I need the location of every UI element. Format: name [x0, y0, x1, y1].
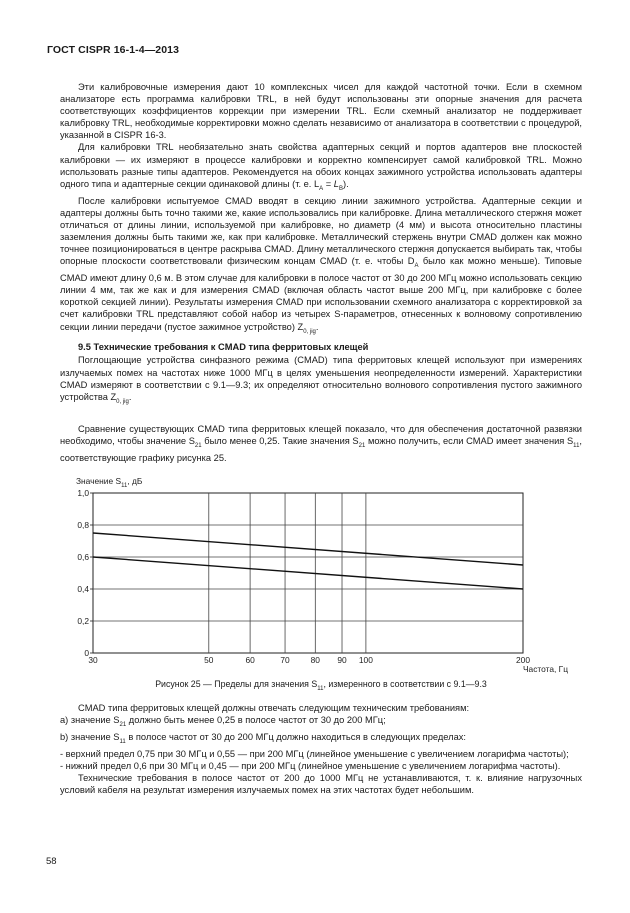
page-number: 58: [46, 856, 57, 867]
x-tick-label: 200: [516, 655, 530, 665]
x-tick-label: 90: [337, 655, 347, 665]
body-text-comparison: [60, 423, 582, 464]
x-axis-label: Частота, Гц: [522, 664, 568, 674]
y-tick-label: 0,8: [77, 520, 89, 530]
chart-series: [93, 533, 523, 589]
s11-limits-chart: [68, 476, 628, 686]
paragraph-section-intro: Поглощающие устройства синфазного режима (CMAD) типа ферритовых клещей используют при измерениях излучаемых помех на частотах ниже 1000 МГц в целях уменьшения неопределенности измерений. Характеристики CMAD измеряют в соответствии с 9.1—9.3; их определяют относительно волнового сопротивления пустого зажимного устройства $Z_{0, jig}$.: [60, 355, 582, 405]
requirement-lower-limit: - нижний предел 0,6 при 30 МГц и 0,45 — при 200 МГц (линейное уменьшение с увеличением логарифма частоты).: [60, 761, 561, 772]
y-tick-label: 0: [84, 648, 89, 658]
x-tick-label: 30: [88, 655, 98, 665]
requirement-a: а) значение $S_{21}$ должно быть менее 0,25 в полосе частот от 30 до 200 МГц;: [60, 715, 386, 728]
y-tick-label: 0,6: [77, 552, 89, 562]
y-axis-label: Значение $S_{11}$, дБ: [76, 476, 143, 489]
y-tick-label: 0,4: [77, 584, 89, 594]
paragraph-final: Технические требования в полосе частот от 200 до 1000 МГц не устанавливаются, т. к. влияние нагрузочных условий кабеля на результат измерения излучаемых помех на этих частотах будет небольшим.: [60, 773, 582, 796]
paragraph-cmad-insert: После калибровки испытуемое CMAD вводят в секцию линии зажимного устройства. Адаптерные секции и адаптеры должны быть точно такими же, какие использовались при калибровке. Длина металлического стержня может отличаться от длины линии, используемой при калибровке, но диаметр (4 мм) и высота относительно пластины заземления должны быть такими же, как при калибровке. Металлический стержень внутри CMAD должен как можно точнее позиционироваться в центре раскрыва CMAD. Длину металлического стержня допускается выбирать так, чтобы опорные плоскости соответствовали физическим концам CMAD (т. е. чтобы $D_A$ было как можно меньше). Типовые CMAD имеют длину 0,6 м. В этом случае для калибровки в полосе частот от 30 до 200 МГц можно использовать секцию линии 4 мм, так же как и для измерения CMAD (включая область частот выше 200 МГц, при калибровке с более короткой секцией линии). Результаты измерения CMAD при использовании схемного анализатора с корректировкой за счет калибровки TRL представляют собой набор из четырех S-параметров, отнесенных к волновому сопротивлению секции линии передачи (пустое зажимное устройство) $Z_{0, jig}$.: [60, 195, 582, 335]
y-tick-label: 1,0: [77, 488, 89, 498]
body-text-top: [60, 81, 582, 408]
x-tick-label: 50: [204, 655, 214, 665]
section-heading: 9.5 Технические требования к CMAD типа ферритовых клещей: [78, 342, 369, 353]
figure-caption: Рисунок 25 — Пределы для значения $S_{11}$, измеренного в соответствии с 9.1—9.3: [155, 679, 487, 692]
paragraph-calibration: Эти калибровочные измерения дают 10 комплексных чисел для каждой частотной точки. Если в схемном анализаторе есть программа калибровки TRL, в ней будут использованы эти опорные значения для расчета соответствующих коэффициентов коррекции при измерении TRL. Если схемный анализатор не поддерживает калибровку TRL, необходимые корректировки можно сделать независимо от анализатора в соответствии с процедурой, указанной в CISPR 16-3.: [60, 82, 582, 141]
x-tick-label: 80: [310, 655, 320, 665]
requirements-intro: CMAD типа ферритовых клещей должны отвечать следующим техническим требованиям:: [78, 703, 470, 713]
x-tick-label: 100: [358, 655, 373, 665]
y-tick-label: 0,2: [77, 616, 89, 626]
upper-limit-line: [93, 533, 523, 565]
x-tick-label: 70: [280, 655, 290, 665]
requirement-upper-limit: - верхний предел 0,75 при 30 МГц и 0,55 — при 200 МГц (линейное уменьшение с увеличением логарифма частоты);: [60, 749, 569, 759]
requirement-b: b) значение $S_{11}$ в полосе частот от 30 до 200 МГц должно находиться в следующих пределах:: [60, 732, 466, 745]
body-text-requirements: [60, 702, 582, 796]
x-tick-label: 60: [245, 655, 255, 665]
paragraph-comparison: Сравнение существующих CMAD типа ферритовых клещей показало, что для обеспечения достаточной развязки необходимо, чтобы значение $S_{21}$ было менее 0,25. Такие значения $S_{21}$ можно получить, если CMAD имеет значения $S_{11}$, соответствующие графику рисунка 25.: [60, 424, 582, 464]
document-header: ГОСТ CISPR 16-1-4—2013: [47, 44, 180, 56]
lower-limit-line: [93, 557, 523, 589]
paragraph-adapters: Для калибровки TRL необязательно знать свойства адаптерных секций и портов адаптеров вне плоскостей калибровки — их измеряют в процессе калибровки и корректно компенсирует самой калибровкой TRL. Можно использовать разные типы адаптеров. Рекомендуется на обоих концах зажимного устройства использовать адаптеры одного типа и адаптерные секции одинаковой длины (т. е. $L_A = L_B$).: [60, 142, 582, 192]
chart-ticks: [77, 488, 530, 665]
